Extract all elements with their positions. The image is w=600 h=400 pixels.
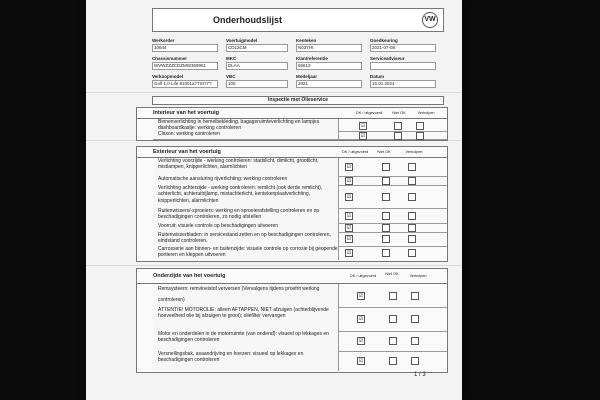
field-value: CD13CM <box>226 44 288 52</box>
checklist-row <box>153 307 447 332</box>
row-text: Binnenverlichting in hemelbekleding, bagageruimteverlichting en lampjes dashboardkastje: werking controleren <box>153 119 339 131</box>
checklist-row <box>153 351 447 371</box>
not-ok-checkbox[interactable] <box>382 177 390 185</box>
col-fixed: Verholpen <box>417 111 435 115</box>
fixed-checkbox[interactable] <box>408 193 416 201</box>
field-label: Chassisnummer <box>152 56 188 61</box>
section-interior <box>136 107 448 141</box>
field-value: WVWZZZCDZMW369951 <box>152 62 218 70</box>
field-value: 2021-07-08 <box>370 44 436 52</box>
checklist-row <box>153 246 447 260</box>
vw-logo-icon: VW <box>422 12 438 28</box>
field-label: Werkorder <box>152 38 175 43</box>
field-value: 2021 <box>296 80 362 88</box>
not-ok-checkbox[interactable] <box>382 193 390 201</box>
checklist-row <box>153 232 447 247</box>
vehicle-info-row-3 <box>152 74 442 88</box>
ok-checkbox[interactable]: ☑ <box>346 213 352 219</box>
section-exterior <box>136 146 448 262</box>
row-text: Voorruit: visuele controle op beschadigingen uitvoeren <box>153 223 339 232</box>
ok-checkbox[interactable]: ☑ <box>360 133 366 139</box>
not-ok-checkbox[interactable] <box>394 122 402 130</box>
field-label: Klantreferentie <box>296 56 328 61</box>
fixed-checkbox[interactable] <box>408 224 416 232</box>
field-value <box>370 62 436 70</box>
not-ok-checkbox[interactable] <box>382 235 390 243</box>
section-underside <box>136 268 448 373</box>
field-value: DLAA <box>226 62 288 70</box>
not-ok-checkbox[interactable] <box>382 224 390 232</box>
not-ok-checkbox[interactable] <box>382 212 390 220</box>
field-value: N037HI <box>296 44 362 52</box>
field-value: 66613 <box>296 62 362 70</box>
col-fixed: Verholpen <box>405 150 423 154</box>
col-ok: OK / uitgevoerd <box>349 274 377 278</box>
fixed-checkbox[interactable] <box>411 315 419 323</box>
checklist-row <box>153 185 447 209</box>
section-title: Exterieur van het voertuig <box>153 149 221 155</box>
row-text: Carrosserie aan binnen- en buitenzijde: visuele controle op corrosie bij geopende portieren en kleppen uitvoeren <box>153 246 339 260</box>
paper-fold <box>86 92 462 93</box>
ok-checkbox[interactable]: ☑ <box>346 194 352 200</box>
fixed-checkbox[interactable] <box>408 177 416 185</box>
field-label: VBC <box>226 74 236 79</box>
checklist-row <box>153 131 447 140</box>
checklist-row <box>153 331 447 352</box>
not-ok-checkbox[interactable] <box>389 292 397 300</box>
col-not-ok: Niet OK <box>385 272 399 276</box>
document-title-bar <box>152 8 444 32</box>
field-value: 15.01.2024 <box>370 80 436 88</box>
checklist-row <box>153 158 447 177</box>
field-label: Goedkeuring <box>370 38 398 43</box>
row-text: Remsysteem: remvloeistof verversen (Vervalgens tijdens proefrit werking controleren) <box>153 284 339 307</box>
fixed-checkbox[interactable] <box>411 337 419 345</box>
row-text: Motor en onderdelen in de motorruimte (van onderaf): visueel op lekkages en beschadigingen controleren <box>153 331 339 351</box>
fixed-checkbox[interactable] <box>411 292 419 300</box>
paper-fold <box>86 265 462 266</box>
fixed-checkbox[interactable] <box>416 132 424 140</box>
field-label: MKC <box>226 56 237 61</box>
row-text: Claxon: werking controleren <box>153 131 339 139</box>
fixed-checkbox[interactable] <box>408 235 416 243</box>
field-value: Golf 1.0 Life 81001a?TSI?7? <box>152 80 218 88</box>
field-label: Datum <box>370 74 385 79</box>
inspection-header: Inspectie met Olieservice <box>152 96 444 105</box>
col-fixed: Verholpen <box>409 274 427 278</box>
not-ok-checkbox[interactable] <box>389 315 397 323</box>
section-title: Interieur van het voertuig <box>153 110 220 116</box>
page-number: 1 / 3 <box>414 372 426 378</box>
field-value: 100 <box>226 80 288 88</box>
field-label: Modeljaar <box>296 74 318 79</box>
fixed-checkbox[interactable] <box>416 122 424 130</box>
fixed-checkbox[interactable] <box>408 249 416 257</box>
field-label: Voertuigmodel <box>226 38 258 43</box>
field-label: Serviceadviseur <box>370 56 405 61</box>
col-not-ok: Niet OK <box>392 111 406 115</box>
ok-checkbox[interactable]: ☑ <box>360 123 366 129</box>
checklist-row <box>153 284 447 308</box>
maintenance-document <box>86 0 462 400</box>
row-text: Automatische aansturing rijverlichting: werking controleren <box>153 176 339 185</box>
vehicle-info-row-2 <box>152 56 442 70</box>
col-not-ok: Niet OK <box>377 150 391 154</box>
row-text: Versnellingsbak, asaandrijving en hoezen: visueel op lekkages en beschadigingen controleren <box>153 351 339 371</box>
field-label: Verkoopmodel <box>152 74 184 79</box>
ok-checkbox[interactable]: ☑ <box>346 250 352 256</box>
section-header <box>137 108 447 119</box>
field-value: 10644 <box>152 44 218 52</box>
ok-checkbox[interactable]: ☑ <box>346 164 352 170</box>
fixed-checkbox[interactable] <box>411 357 419 365</box>
fixed-checkbox[interactable] <box>408 163 416 171</box>
section-header <box>137 147 447 158</box>
checklist-row <box>153 208 447 224</box>
vehicle-info-row-1 <box>152 38 442 52</box>
row-text: Ruitenwisserbladen: in servicestand zetten en op beschadigingen controleren, eindstand controleren. <box>153 232 339 246</box>
not-ok-checkbox[interactable] <box>382 163 390 171</box>
ok-checkbox[interactable]: ☑ <box>346 236 352 242</box>
col-ok: OK / uitgevoerd <box>341 150 369 154</box>
section-header <box>137 269 447 284</box>
ok-checkbox[interactable]: ☑ <box>358 358 364 364</box>
section-title: Onderzijde van het voertuig <box>153 273 226 279</box>
col-ok: OK / uitgevoerd <box>355 111 383 115</box>
row-text: ATTENTIE! MOTOROLIE: alleen AFTAPPEN, NIET afzuigen (achterblijvende hoeveelheid olie bij afzuigen te groot); oliefilter vervangen <box>153 307 339 331</box>
row-text: Ruitenwissers/-sproeiers: werking en sproeierafstelling controleren en op beschadigingen controleren, zo nodig afstellen <box>153 208 339 223</box>
not-ok-checkbox[interactable] <box>389 337 397 345</box>
field-label: Kenteken <box>296 38 317 43</box>
fixed-checkbox[interactable] <box>408 212 416 220</box>
not-ok-checkbox[interactable] <box>389 357 397 365</box>
ok-checkbox[interactable]: ☑ <box>358 338 364 344</box>
ok-checkbox[interactable]: ☑ <box>358 293 364 299</box>
ok-checkbox[interactable]: ☑ <box>358 316 364 322</box>
not-ok-checkbox[interactable] <box>394 132 402 140</box>
row-text: Verlichting voorzijde - werking controleren: stadslicht, dimlicht, grootlicht, mistlampen, knipperlichten, alarmlichten <box>153 158 339 176</box>
ok-checkbox[interactable]: ☑ <box>346 225 352 231</box>
ok-checkbox[interactable]: ☑ <box>346 178 352 184</box>
not-ok-checkbox[interactable] <box>382 249 390 257</box>
document-title: Onderhoudslijst <box>213 15 283 25</box>
row-text: Verlichting achterzijde - werking controleren: remlicht (ook derde remlicht), achterlicht, achteruitrijlamp, mistachterlicht, kentekenplaatverlichting, knipperlichten, alarmlichten <box>153 185 339 208</box>
